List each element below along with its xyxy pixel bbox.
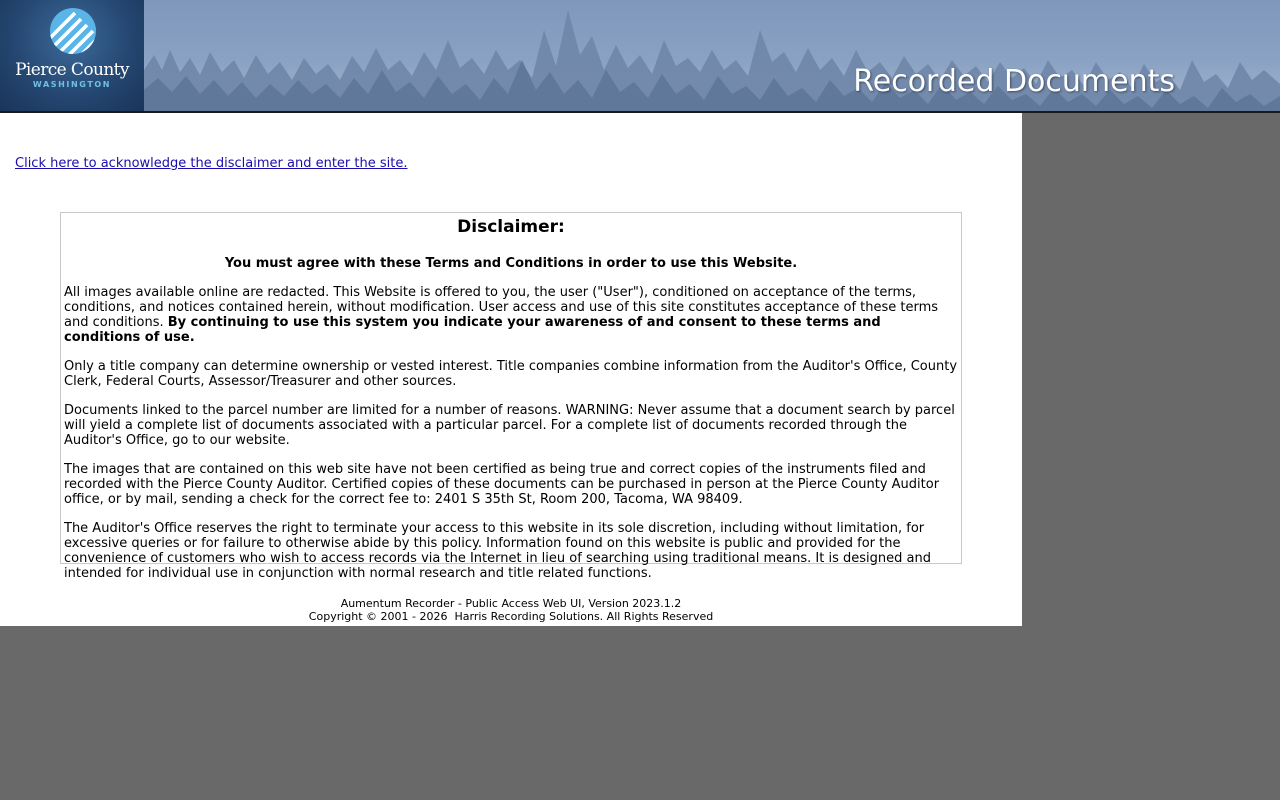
page-title: Recorded Documents bbox=[853, 64, 1175, 99]
disclaimer-paragraph-4: The images that are contained on this web site have not been certified as being true and correct copies of the instruments filed and recorded with the Pierce County Auditor. Certified copies of these documents can be purchased in person at the Pierce County Auditor office, or by mail, sending a check for the correct fee to: 2401 S 35th St, Room 200, Tacoma, WA 98409. bbox=[64, 462, 940, 507]
page-header bbox=[0, 0, 1280, 113]
acknowledge-disclaimer-link[interactable]: Click here to acknowledge the disclaimer and enter the site. bbox=[15, 156, 408, 171]
disclaimer-paragraph-1 bbox=[64, 285, 958, 345]
disclaimer-paragraph-1-text: All images available online are redacted. This Website is offered to you, the user ("User"), conditioned on acceptance of the terms, conditions, and notices contained herein, without modification. User access and use of this site constitutes acceptance of these terms and conditions. bbox=[64, 285, 939, 330]
pierce-county-emblem-icon bbox=[49, 7, 97, 55]
pierce-county-logo[interactable] bbox=[0, 0, 144, 111]
logo-title: Pierce County bbox=[15, 60, 129, 80]
disclaimer-consent-statement: By continuing to use this system you indicate your awareness of and consent to these terms and conditions of use. bbox=[64, 315, 881, 345]
disclaimer-subheading: You must agree with these Terms and Conditions in order to use this Website. bbox=[224, 256, 798, 271]
disclaimer-heading: Disclaimer: bbox=[457, 217, 565, 237]
version-text: Aumentum Recorder - Public Access Web UI, Version 2023.1.2 bbox=[340, 597, 682, 610]
disclaimer-paragraph-5: The Auditor's Office reserves the right to terminate your access to this website in its sole discretion, including without limitation, for excessive queries or for failure to otherwise abide by this policy. Information found on this website is public and provided for the convenience of customers who wish to access records via the Internet in lieu of searching using traditional means. It is designed and intended for individual use in conjunction with normal research and title related functions. bbox=[64, 521, 931, 581]
copyright-text: Copyright © 2001 - 2026 Harris Recording Solutions. All Rights Reserved bbox=[308, 610, 714, 623]
disclaimer-paragraph-2: Only a title company can determine ownership or vested interest. Title companies combine information from the Auditor's Office, County Clerk, Federal Courts, Assessor/Treasurer and other sources. bbox=[64, 359, 958, 389]
disclaimer-paragraph-3: Documents linked to the parcel number are limited for a number of reasons. WARNING: Never assume that a document search by parcel will yield a complete list of documents associated with a particular parcel. For a complete list of documents recorded through the Auditor's Office, go to our website. bbox=[64, 403, 955, 448]
disclaimer-content bbox=[61, 216, 961, 581]
logo-subtitle: WASHINGTON bbox=[32, 80, 112, 89]
disclaimer-scroll-box[interactable] bbox=[60, 212, 962, 581]
main-content bbox=[0, 113, 1022, 626]
page-footer bbox=[0, 597, 1022, 623]
